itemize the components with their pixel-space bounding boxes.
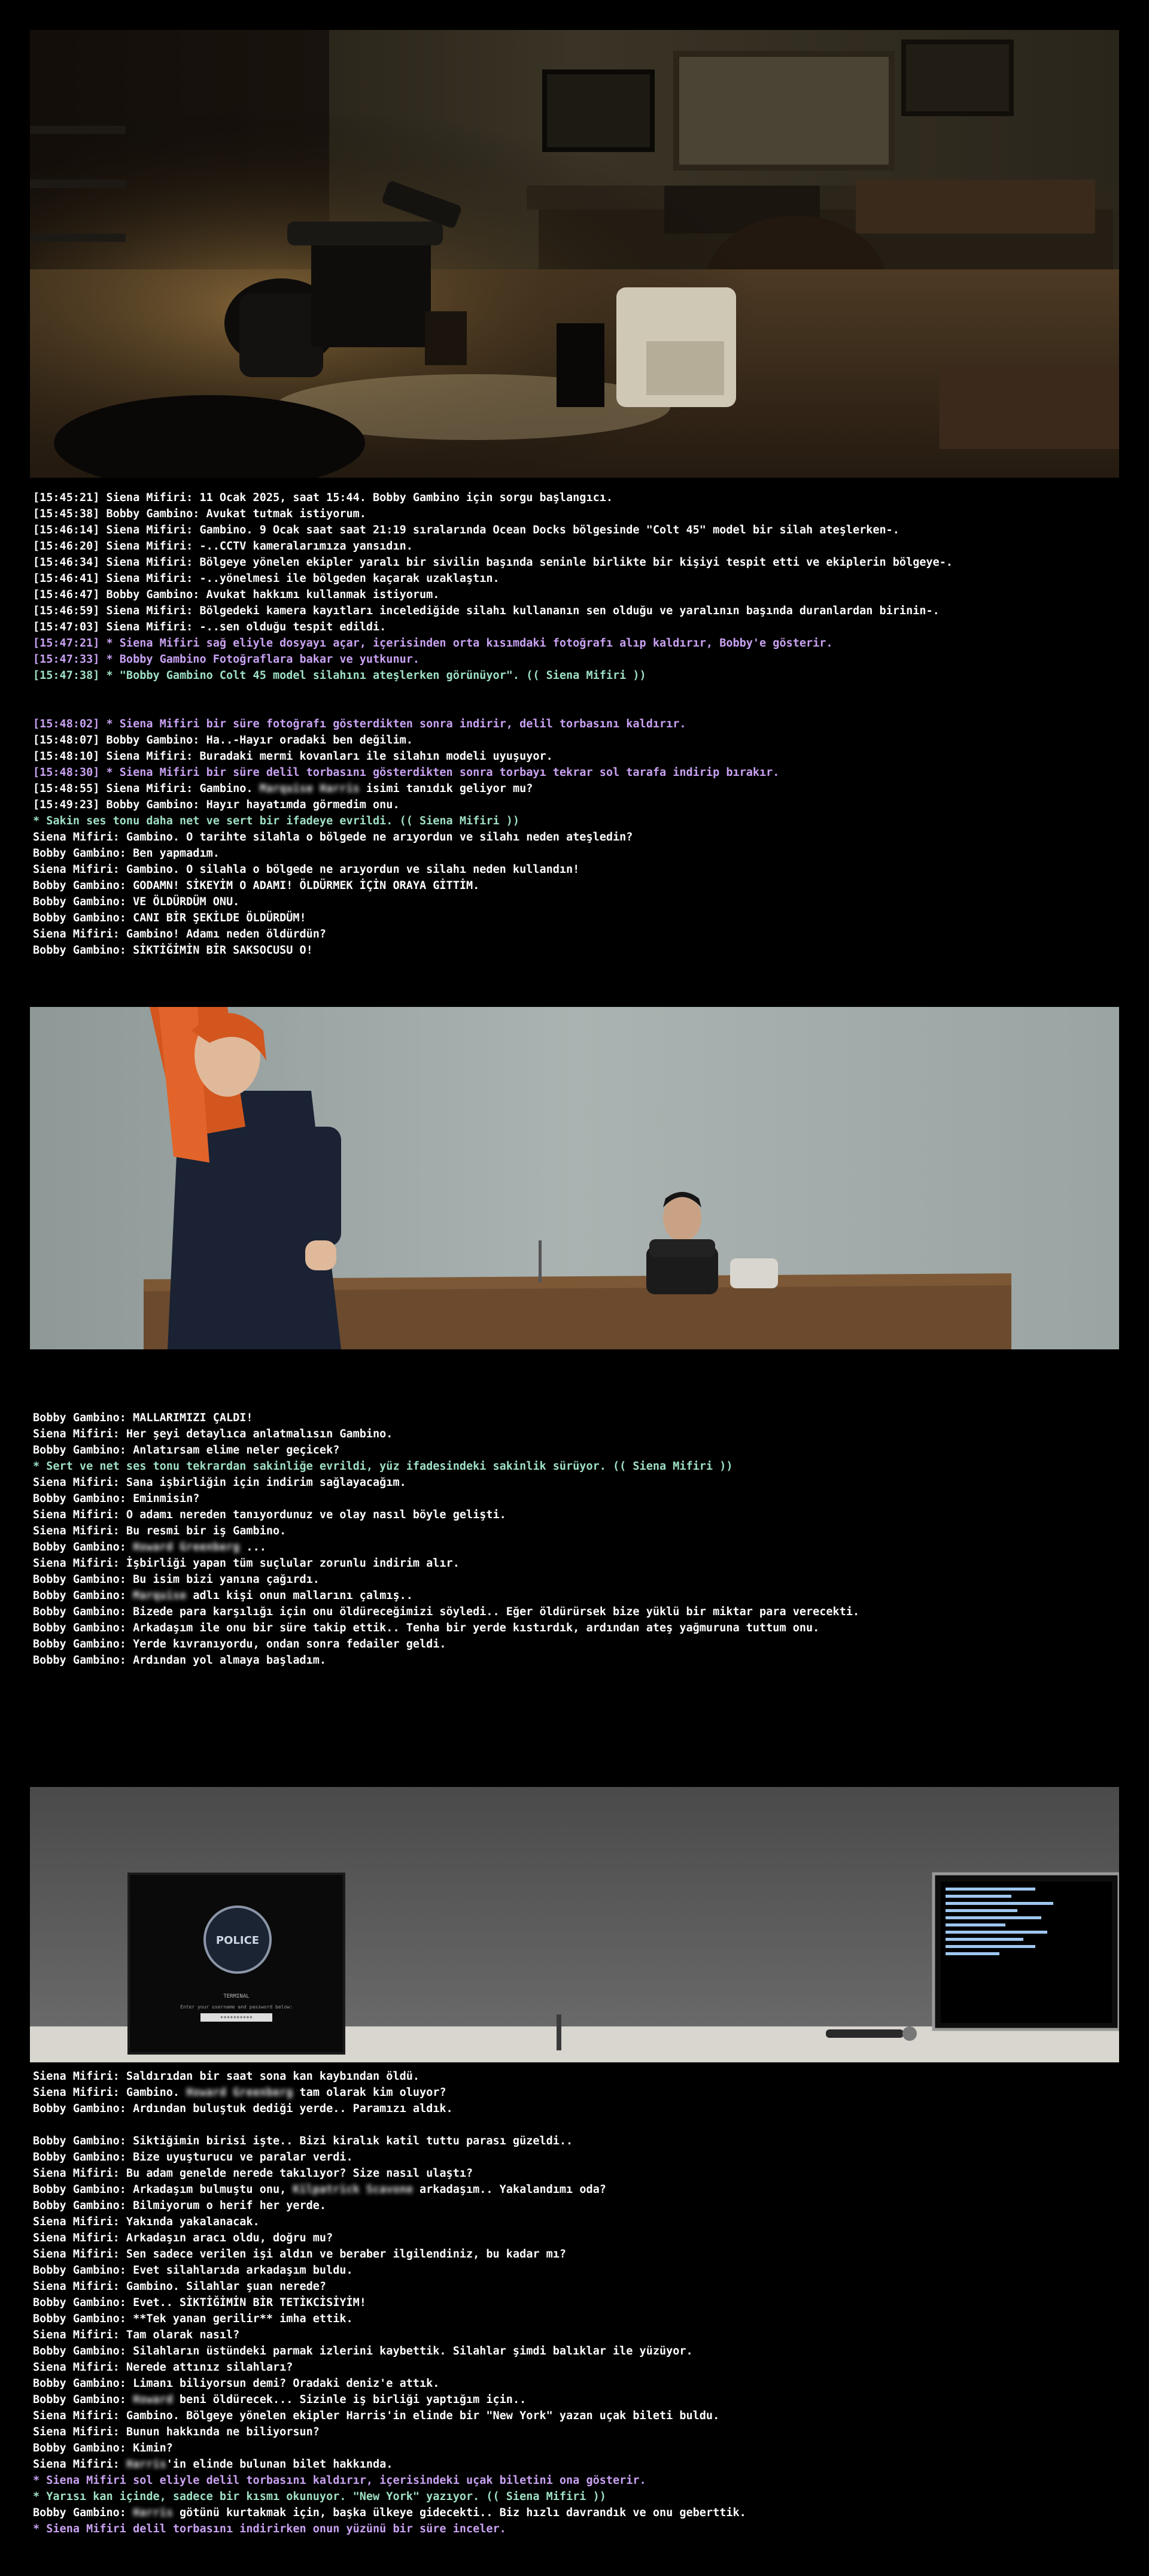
laptop-password: **********: [220, 2016, 253, 2022]
laptop-prompt: Enter your username and password below:: [180, 2004, 293, 2010]
chat-line: Bobby Gambino: Evet.. SİKTİĞİMİN BİR TETİKCİSİYİM!: [33, 2296, 366, 2309]
chat-line: [15:45:38] Bobby Gambino: Avukat tutmak istiyorum.: [33, 508, 366, 520]
chat-line: Siena Mifiri: Gambino. O tarihte silahla o bölgede ne arıyordun ve silahı neden ateşledin?: [33, 831, 633, 844]
chat-line: [15:46:20] Siena Mifiri: -..CCTV kameralarımıza yansıdın.: [33, 540, 413, 553]
chat-line: Bobby Gambino: Bilmiyorum o herif her yerde.: [33, 2199, 327, 2212]
chat-line: Bobby Gambino: Yerde kıvranıyordu, ondan sonra fedailer geldi.: [33, 1638, 446, 1650]
chat-gap: [33, 700, 1116, 716]
chat-line: [15:48:55] Siena Mifiri: Gambino. Marquise Harris isimi tanıdık geliyor mu?: [33, 782, 533, 795]
chat-line: Siena Mifiri: Tam olarak nasıl?: [33, 2329, 240, 2341]
chat-line: Siena Mifiri: İşbirliği yapan tüm suçlular zorunlu indirim alır.: [33, 1557, 460, 1570]
chat-line: [15:46:59] Siena Mifiri: Bölgedeki kamera kayıtları incelediğide silahı kullananın sen olduğu ve yaralının başında duranlardan birinin-.: [33, 605, 940, 617]
chat-line-action: * Siena Mifiri sol eliyle delil torbasını kaldırır, içerisindeki uçak biletini ona gösterir.: [33, 2474, 646, 2487]
chat-line: Bobby Gambino: Marquise adlı kişi onun mallarını çalmış..: [33, 1589, 413, 1602]
chat-line: Bobby Gambino: VE ÖLDÜRDÜM ONU.: [33, 896, 240, 908]
police-badge-text: POLICE: [215, 1934, 260, 1947]
chat-line: [15:48:07] Bobby Gambino: Ha..-Hayır oradaki ben değilim.: [33, 734, 413, 747]
chat-log-3: [33, 2068, 1116, 2537]
censored-name: Howard Greenberg: [186, 2086, 293, 2099]
chat-line: Siena Mifiri: Her şeyi detaylıca anlatmalısın Gambino.: [33, 1428, 393, 1440]
chat-line: Bobby Gambino: Bizede para karşılığı için onu öldüreceğimizi söyledi.. Eğer öldürürsek bize yüklü bir miktar para verecekti.: [33, 1606, 860, 1618]
chat-line-description: * Sakin ses tonu daha net ve sert bir ifadeye evrildi. (( Siena Mifiri )): [33, 815, 520, 827]
censored-name: Marquise Harris: [259, 782, 360, 795]
censored-name: Howard: [133, 2393, 173, 2406]
chat-line: Siena Mifiri: Saldırıdan bir saat sona kan kaybından öldü.: [33, 2070, 420, 2083]
chat-line: Siena Mifiri: Bu adam genelde nerede takılıyor? Size nasıl ulaştı?: [33, 2167, 473, 2180]
chat-log-1: [33, 490, 1116, 958]
chat-gap: [33, 2117, 1116, 2133]
office-desk-photo: [30, 30, 1119, 478]
chat-line: Siena Mifiri: Bu resmi bir iş Gambino.: [33, 1525, 287, 1537]
censored-name: Howard Greenberg: [133, 1541, 240, 1554]
chat-line: Bobby Gambino: CANI BİR ŞEKİLDE ÖLDÜRDÜM!: [33, 912, 306, 924]
censored-name: Kilpatrick Scavone: [293, 2183, 413, 2196]
chat-line: Siena Mifiri: Gambino. O silahla o bölgede ne arıyordun ve silahı neden kullandın!: [33, 863, 580, 876]
censored-name: Harris: [133, 2507, 173, 2519]
chat-line: Siena Mifiri: Gambino. Bölgeye yönelen ekipler Harris'in elinde bir "New York" yazan uçak bileti buldu.: [33, 2410, 720, 2422]
chat-line: Bobby Gambino: Limanı biliyorsun demi? Oradaki deniz'e attık.: [33, 2377, 440, 2390]
laptop-caption: TERMINAL: [223, 1994, 250, 1999]
interrogation-room-ingame: [30, 1007, 1119, 1349]
chat-line: Bobby Gambino: Ardından buluştuk dediği yerde.. Paramızı aldık.: [33, 2102, 453, 2115]
chat-line: Bobby Gambino: Arkadaşım bulmuştu onu, Kilpatrick Scavone arkadaşım.. Yakalandımı oda?: [33, 2183, 606, 2196]
chat-line-action: [15:47:21] * Siena Mifiri sağ eliyle dosyayı açar, içerisinden orta kısımdaki fotoğrafı alıp kaldırır, Bobby'e gösterir.: [33, 637, 833, 650]
chat-line-description: * Sert ve net ses tonu tekrardan sakinliğe evrildi, yüz ifadesindeki sakinlik sürüyor. (( Siena Mifiri )): [33, 1460, 733, 1473]
chat-line: Siena Mifiri: Gambino. Howard Greenberg tam olarak kim oluyor?: [33, 2086, 446, 2099]
chat-line: Siena Mifiri: Gambino. Silahlar şuan nerede?: [33, 2280, 327, 2293]
chat-line: Siena Mifiri: O adamı nereden tanıyordunuz ve olay nasıl böyle gelişti.: [33, 1509, 506, 1521]
chat-line: Siena Mifiri: Sen sadece verilen işi aldın ve beraber ilgilendiniz, bu kadar mı?: [33, 2248, 567, 2261]
chat-line-action: [15:48:02] * Siena Mifiri bir süre fotoğrafı gösterdikten sonra indirir, delil torbasını kaldırır.: [33, 718, 686, 730]
chat-line: Bobby Gambino: SİKTİĞİMİN BİR SAKSOCUSU O!: [33, 944, 313, 957]
chat-line: Bobby Gambino: Anlatırsam elime neler geçicek?: [33, 1444, 340, 1457]
chat-line: Bobby Gambino: Ben yapmadım.: [33, 847, 220, 860]
censored-name: Marquise: [133, 1589, 187, 1602]
chat-line: [15:47:03] Siena Mifiri: -..sen olduğu tespit edildi.: [33, 621, 387, 633]
chat-gap: [33, 684, 1116, 700]
chat-line: Siena Mifiri: Bunun hakkında ne biliyorsun?: [33, 2426, 320, 2438]
chat-line-action: [15:48:30] * Siena Mifiri bir süre delil torbasını gösterdikten sonra torbayı tekrar sol tarafa indirip bırakır.: [33, 766, 780, 779]
chat-line-action: [15:47:33] * Bobby Gambino Fotoğraflara bakar ve yutkunur.: [33, 653, 420, 666]
censored-name: Harris: [126, 2458, 166, 2471]
chat-line: [15:45:21] Siena Mifiri: 11 Ocak 2025, saat 15:44. Bobby Gambino için sorgu başlangıcı.: [33, 491, 613, 504]
chat-line: Bobby Gambino: Eminmisin?: [33, 1492, 200, 1505]
chat-line: Siena Mifiri: Nerede attınız silahları?: [33, 2361, 293, 2374]
chat-line: [15:46:41] Siena Mifiri: -..yönelmesi ile bölgeden kaçarak uzaklaştın.: [33, 572, 500, 585]
chat-line: Siena Mifiri: Sana işbirliğin için indirim sağlayacağım.: [33, 1476, 406, 1489]
chat-line: Siena Mifiri: Yakında yakalanacak.: [33, 2216, 260, 2228]
chat-line: Bobby Gambino: Howard beni öldürecek... Sizinle iş birliği yaptığım için..: [33, 2393, 527, 2406]
chat-line: [15:46:47] Bobby Gambino: Avukat hakkımı kullanmak istiyorum.: [33, 588, 440, 601]
chat-line-description: [15:47:38] * "Bobby Gambino Colt 45 model silahını ateşlerken görünüyor". (( Siena Mifiri )): [33, 669, 646, 682]
chat-line: Siena Mifiri: Gambino! Adamı neden öldürdün?: [33, 928, 327, 940]
chat-line: Bobby Gambino: Bize uyuşturucu ve paralar verdi.: [33, 2151, 353, 2164]
chat-line: Bobby Gambino: **Tek yanan gerilir** imha ettik.: [33, 2313, 353, 2325]
chat-line: Bobby Gambino: Ardından yol almaya başladım.: [33, 1654, 327, 1667]
chat-line-action: * Siena Mifiri delil torbasını indirirken onun yüzünü bir süre inceler.: [33, 2523, 506, 2535]
chat-log-2: [33, 1410, 1116, 1668]
chat-line: Siena Mifiri: Harris'in elinde bulunan bilet hakkında.: [33, 2458, 393, 2471]
chat-line: Bobby Gambino: Evet silahlarıda arkadaşım buldu.: [33, 2264, 353, 2277]
chat-line: [15:48:10] Siena Mifiri: Buradaki mermi kovanları ile silahın modeli uyuşuyor.: [33, 750, 553, 763]
chat-line: Bobby Gambino: Kimin?: [33, 2442, 173, 2454]
chat-line: Bobby Gambino: GODAMN! SİKEYİM O ADAMI! ÖLDÜRMEK İÇİN ORAYA GİTTİM.: [33, 879, 480, 892]
chat-line: [15:49:23] Bobby Gambino: Hayır hayatımda görmedim onu.: [33, 799, 400, 811]
chat-line: [15:46:34] Siena Mifiri: Bölgeye yönelen ekipler yaralı bir sivilin başında seninle birlikte bir kişiyi tespit etti ve ekiplerin bölgeye-.: [33, 556, 953, 569]
chat-line: Bobby Gambino: MALLARIMIZI ÇALDI!: [33, 1412, 253, 1424]
evidence-room-ingame: [30, 1787, 1119, 2062]
chat-line: Bobby Gambino: Arkadaşım ile onu bir süre takip ettik.. Tenha bir yerde kıstırdık, ardından ateş yağmuruna tuttum onu.: [33, 1622, 820, 1634]
chat-line-description: * Yarısı kan içinde, sadece bir kısmı okunuyor. "New York" yazıyor. (( Siena Mifiri )): [33, 2490, 606, 2503]
chat-line: Siena Mifiri: Arkadaşın aracı oldu, doğru mu?: [33, 2232, 333, 2244]
chat-line: [15:46:14] Siena Mifiri: Gambino. 9 Ocak saat saat 21:19 sıralarında Ocean Docks bölgesinde "Colt 45" model bir silah ateşlerken-.: [33, 524, 899, 536]
chat-line: Bobby Gambino: Silahların üstündeki parmak izlerini kaybettik. Silahlar şimdi balıklar ile yüzüyor.: [33, 2345, 693, 2357]
chat-line: Bobby Gambino: Bu isim bizi yanına çağırdı.: [33, 1573, 320, 1586]
chat-line: Bobby Gambino: Harris götünü kurtakmak için, başka ülkeye gidecekti.. Biz hızlı davrandık ve onu geberttik.: [33, 2507, 746, 2519]
chat-line: Bobby Gambino: Howard Greenberg ...: [33, 1541, 266, 1554]
chat-line: Bobby Gambino: Siktiğimin birisi işte.. Bizi kiralık katil tuttu parası güzeldi..: [33, 2135, 573, 2147]
